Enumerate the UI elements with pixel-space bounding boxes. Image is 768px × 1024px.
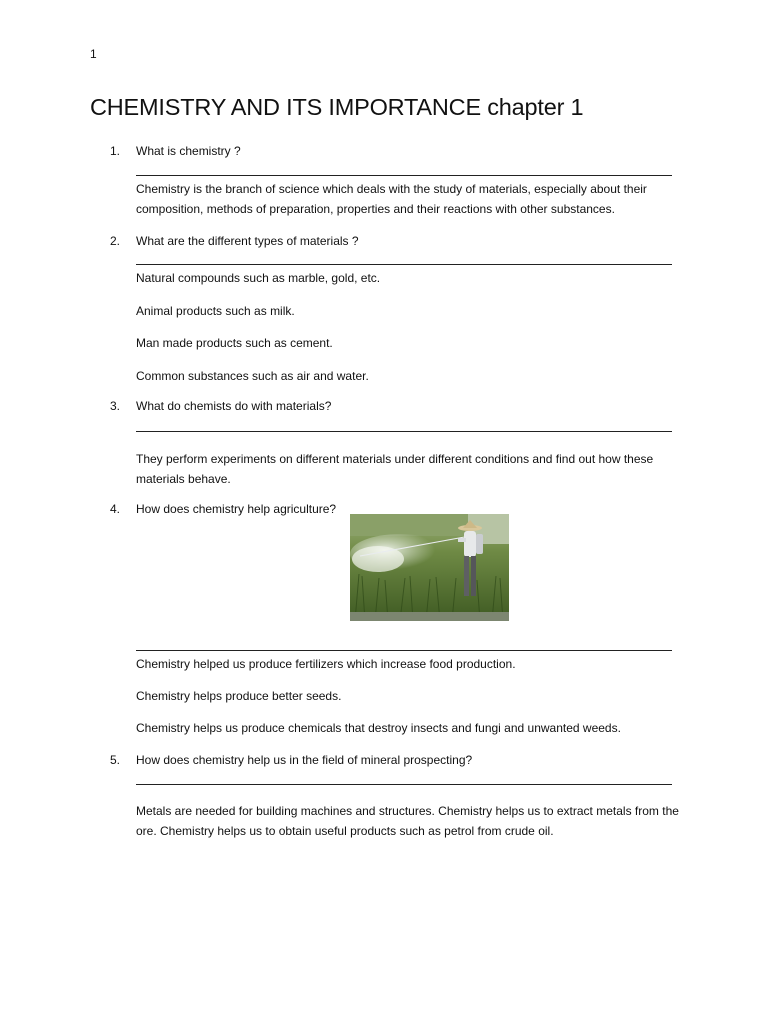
question-1	[0, 142, 768, 160]
farmer-spraying-photo	[350, 514, 509, 621]
question-number: 3.	[110, 399, 121, 413]
answer-text: Animal products such as milk.	[136, 304, 295, 318]
question-number: 2.	[110, 234, 121, 248]
question-text: What do chemists do with materials?	[136, 399, 332, 413]
question-2	[0, 232, 768, 250]
question-5	[0, 751, 768, 769]
question-text: How does chemistry help agriculture?	[136, 502, 337, 516]
answer-text: Chemistry helps produce better seeds.	[136, 689, 342, 703]
page-number: 1	[90, 47, 97, 61]
answer-text: Metals are needed for building machines and structures. Chemistry helps us to extract metals from the ore. Chemistry helps us to obtain useful products such as petrol from crude oil.	[136, 804, 679, 838]
answer-line	[136, 431, 672, 432]
question-number: 5.	[110, 753, 121, 767]
answer-text: Man made products such as cement.	[136, 336, 333, 350]
answer-line	[136, 784, 672, 785]
answer-text: Chemistry helps us produce chemicals that destroy insects and fungi and unwanted weeds.	[136, 721, 621, 735]
answer-text: Common substances such as air and water.	[136, 369, 369, 383]
answer-line	[136, 264, 672, 265]
answer-text: They perform experiments on different materials under different conditions and find out how these materials behave.	[136, 452, 654, 486]
question-number: 4.	[110, 502, 121, 516]
answer-line	[136, 175, 672, 176]
answer-text: Chemistry helped us produce fertilizers which increase food production.	[136, 657, 516, 671]
answer-text: Chemistry is the branch of science which deals with the study of materials, especially about their composition, methods of preparation, properties and their reactions with other substances.	[136, 182, 647, 216]
question-text: How does chemistry help us in the field of mineral prospecting?	[136, 753, 473, 767]
answer-line	[136, 650, 672, 651]
question-3	[0, 397, 768, 415]
answer-text: Natural compounds such as marble, gold, etc.	[136, 271, 381, 285]
page-title: CHEMISTRY AND ITS IMPORTANCE chapter 1	[90, 94, 584, 120]
question-text: What is chemistry ?	[136, 144, 241, 158]
question-text: What are the different types of materials ?	[136, 234, 359, 248]
question-number: 1.	[110, 144, 121, 158]
